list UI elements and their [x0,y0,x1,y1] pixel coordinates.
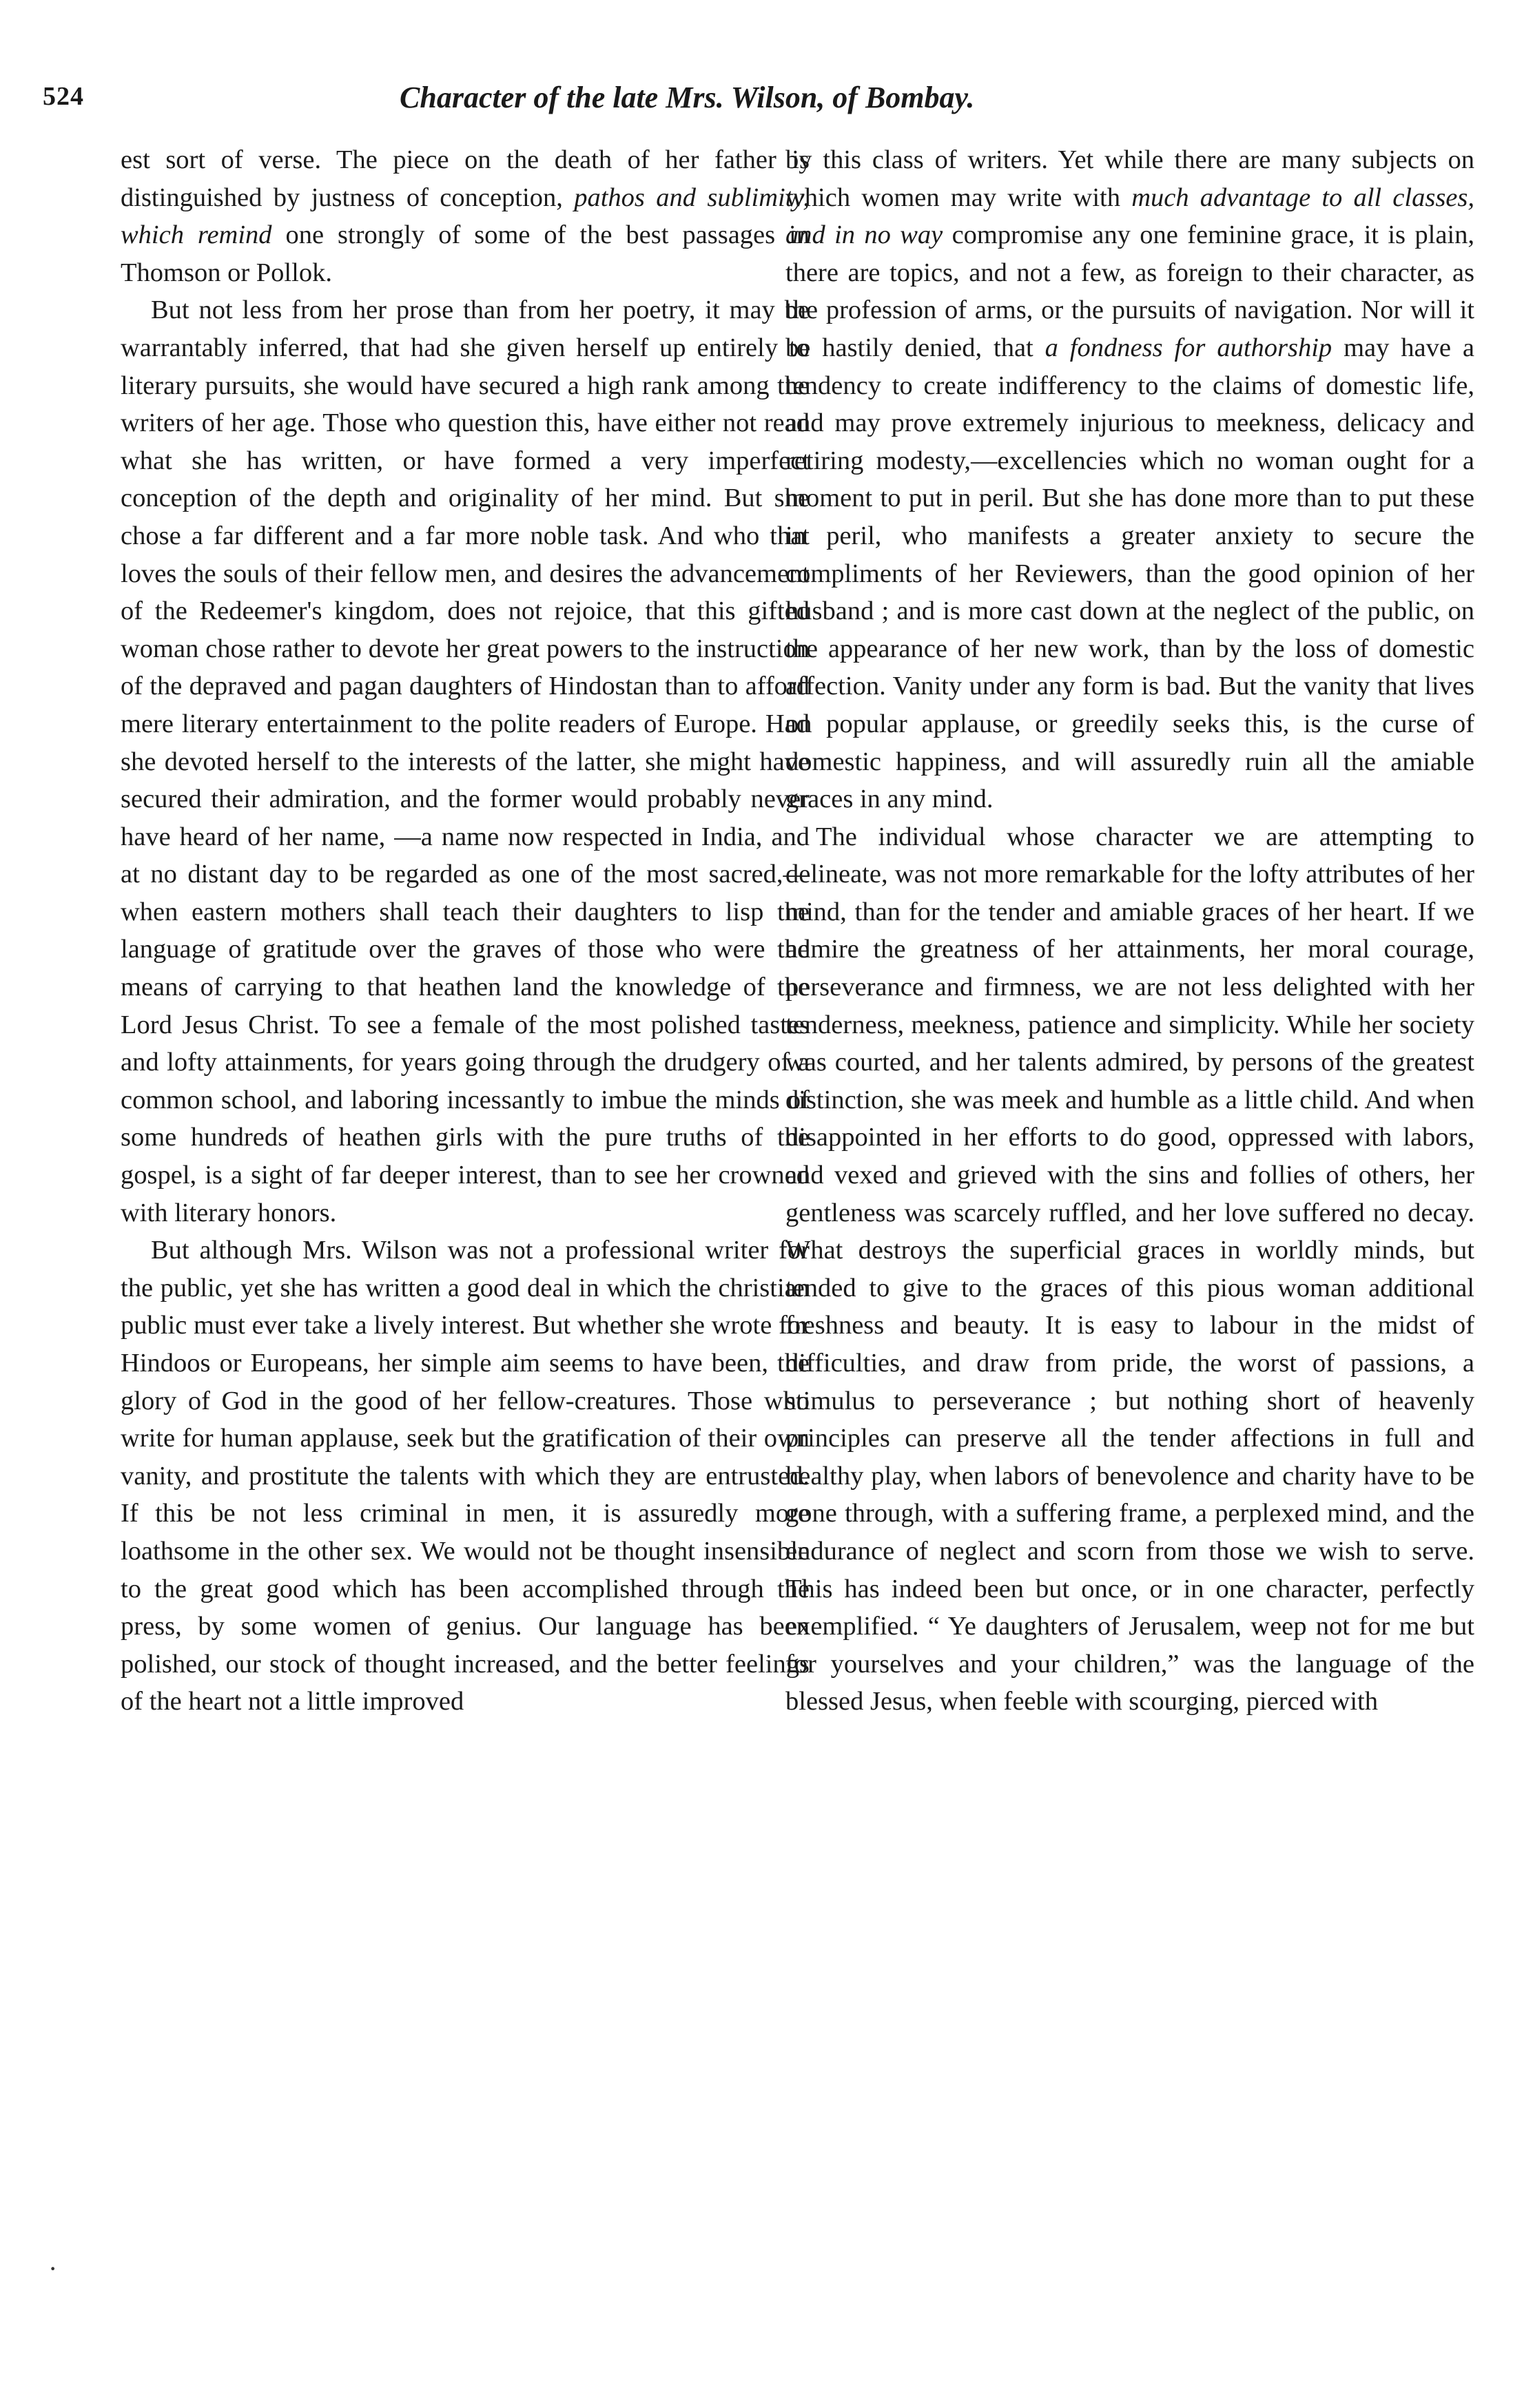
paragraph-1-italic: pathos and sublimity, which remind [121,183,810,250]
paragraph-3: But although Mrs. Wilson was not a professional writer for the public, yet she has written a good deal in which the christian public must ever take a lively interest. But whether she wrote for Hindoos or Europeans, her simple aim seems to have been, the glory of God in the good of her fellow-creatures. Those who write for human applause, seek but the gratification of their own vanity, and prostitute the talents with which they are entrusted. If this be not less criminal in men, it is assuredly more loathsome in the other sex. We would not be thought insensible to the great good which has been accomplished through the press, by some women of genius. Our language has been polished, our stock of thought increased, and the better feelings of the heart not a little improved [121,1236,810,1716]
left-column [121,141,810,1721]
page-number: 524 [43,82,84,111]
paragraph-1-text: est sort of verse. The piece on the death of her father is distinguished by justness of conception, [121,145,810,212]
paragraph-4-start: by this class of writers. Yet while there are many subjects on which women may write with [785,145,1474,212]
margin-mark: · [48,2253,58,2284]
paragraph-4 [785,141,1474,818]
paragraph-4-italic-2: a fondness for authorship [1045,333,1333,362]
paragraph-1 [121,141,810,291]
paragraph-1-end: one strongly of some of the best passages in Thomson or Pollok. [121,220,810,287]
paragraph-5: The individual whose character we are attempting to delineate, was not more remarkable for the lofty attributes of her mind, than for the tender and amiable graces of her heart. If we admire the greatness of her attainments, her moral courage, perseverance and firmness, we are not less delighted with her tenderness, meekness, patience and simplicity. While her society was courted, and her talents admired, by persons of the greatest distinction, she was meek and humble as a little child. And when disappointed in her efforts to do good, oppressed with labors, and vexed and grieved with the sins and follies of others, her gentleness was scarcely ruffled, and her love suffered no decay. What destroys the superficial graces in worldly minds, but tended to give to the graces of this pious woman additional freshness and beauty. It is easy to labour in the midst of difficulties, and draw from pride, the worst of passions, a stimulus to perseverance ; but nothing short of heavenly principles can preserve all the tender affections in full and healthy play, when labors of benevolence and charity have to be gone through, with a suffering frame, a perplexed mind, and the endurance of neglect and scorn from those we wish to serve. This has indeed been but once, or in one character, perfectly exemplified. “ Ye daughters of Jerusalem, weep not for me but for yourselves and your children,” was the language of the blessed Jesus, when feeble with scourging, pierced with [785,822,1474,1716]
paragraph-4-end: may have a tendency to create indifferency to the claims of domestic life, and may prove extremely injurious to meekness, delicacy and retiring modesty,—excellencies which no woman ought for a moment to put in peril. But she has done more than to put these in peril, who manifests a greater anxiety to secure the compliments of her Reviewers, than the good opinion of her husband ; and is more cast down at the neglect of the public, on the appearance of her new work, than by the loss of domestic affection. Vanity under any form is bad. But the vanity that lives on popular applause, or greedily seeks this, is the curse of domestic happiness, and will assuredly ruin all the amiable graces in any mind. [785,333,1474,814]
running-title: Character of the late Mrs. Wilson, of Bombay. [400,81,975,114]
paragraph-2: But not less from her prose than from her poetry, it may be warrantably inferred, that had she given herself up entirely to literary pursuits, she would have secured a high rank among the writers of her age. Those who question this, have either not read what she has written, or have formed a very imperfect conception of the depth and originality of her mind. But she chose a far different and a far more noble task. And who that loves the souls of their fellow men, and desires the advancement of the Redeemer's kingdom, does not rejoice, that this gifted woman chose rather to devote her great powers to the instruction of the depraved and pagan daughters of Hindostan than to afford mere literary entertainment to the polite readers of Europe. Had she devoted herself to the interests of the latter, she might have secured their admiration, and the former would probably never have heard of her name, —a name now respected in India, and at no distant day to be regarded as one of the most sacred,—when eastern mothers shall teach their daughters to lisp the language of gratitude over the graves of those who were the means of carrying to that heathen land the knowledge of the Lord Jesus Christ. To see a female of the most polished tastes and lofty attainments, for years going through the drudgery of a common school, and laboring incessantly to imbue the minds of some hundreds of heathen girls with the pure truths of the gospel, is a sight of far deeper interest, than to see her crowned with literary honors. [121,295,810,1227]
paragraph-4-mid: compromise any one feminine grace, it is plain, there are topics, and not a few, as foreign to their character, as the profession of arms, or the pursuits of navigation. Nor will it be hastily denied, that [785,220,1474,362]
right-column [785,141,1474,1721]
paragraph-4-italic: much advantage to all classes, and in no way [785,183,1474,250]
